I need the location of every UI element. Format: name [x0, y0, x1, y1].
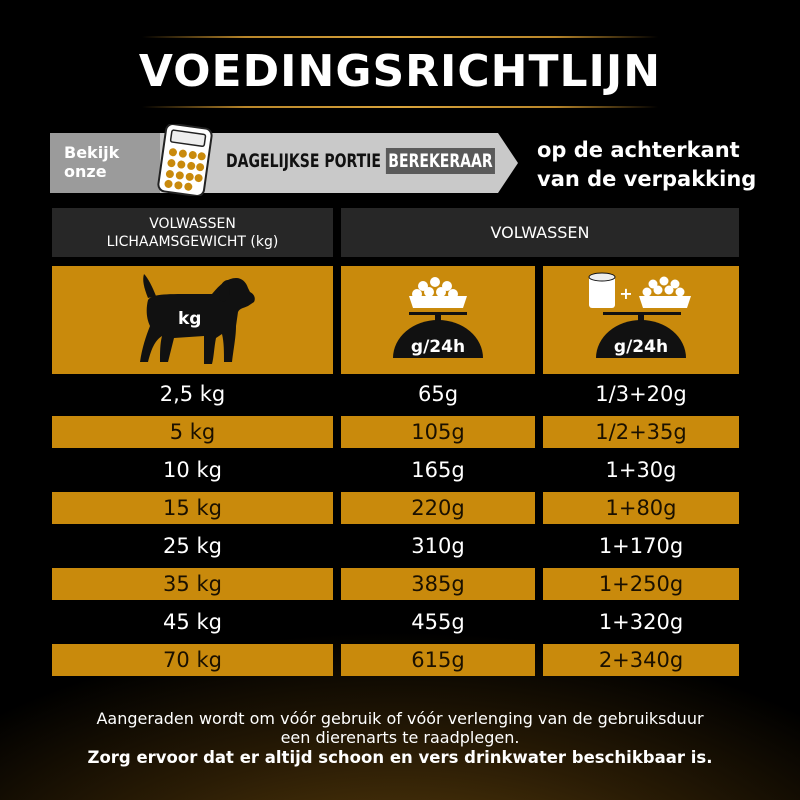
mixed-unit-label: g/24h — [613, 337, 669, 357]
header-body-weight — [52, 208, 333, 257]
dry-cell: 105g — [411, 420, 465, 444]
dog-icon-label: kg — [178, 309, 202, 329]
mixed-cell: 1+80g — [605, 496, 677, 520]
dry-cell: 615g — [411, 648, 465, 672]
calculator-icon — [154, 124, 216, 196]
top-gold-divider — [142, 36, 658, 38]
dry-cell: 220g — [411, 496, 465, 520]
dry-unit-label: g/24h — [410, 337, 466, 357]
header-weight-line2: LICHAAMSGEWICHT (kg) — [106, 233, 279, 250]
dog-icon — [52, 266, 333, 374]
svg-text:+: + — [619, 284, 633, 303]
portion-label: DAGELIJKSE PORTIE — [226, 150, 381, 172]
side-text-line2: van de verpakking — [537, 167, 757, 191]
page-title: VOEDINGSRICHTLIJN — [138, 46, 662, 97]
dry-cell: 455g — [411, 610, 465, 634]
dry-food-scale-icon — [341, 266, 535, 374]
dry-cell: 65g — [417, 382, 459, 406]
dog-weight-icon-cell — [52, 266, 333, 374]
banner-portion-text — [226, 150, 495, 172]
dry-cell: 310g — [411, 534, 465, 558]
mixed-cell: 1+170g — [598, 534, 684, 558]
wet-food-can-icon — [589, 273, 615, 308]
dry-food-icon-cell — [341, 266, 535, 374]
side-text-line1: op de achterkant — [537, 138, 740, 162]
footnote-line2: een dierenarts te raadplegen. — [280, 728, 520, 747]
mixed-food-scale-icon — [543, 266, 739, 374]
weight-cell: 15 kg — [163, 496, 222, 520]
banner-prefix: Bekijk onze — [64, 143, 120, 181]
weight-cell: 2,5 kg — [159, 382, 226, 406]
weight-cell: 45 kg — [163, 610, 222, 634]
footnote-line1: Aangeraden wordt om vóór gebruik of vóór verlenging van de gebruiksduur — [96, 709, 704, 728]
dry-cell: 385g — [411, 572, 465, 596]
kibble-bowl-icon — [409, 277, 467, 308]
mixed-cell: 1+320g — [598, 610, 684, 634]
header-weight-line1: VOLWASSEN — [149, 215, 236, 232]
weight-cell: 35 kg — [163, 572, 222, 596]
banner-side-text — [537, 136, 756, 194]
header-adult: VOLWASSEN — [341, 208, 739, 257]
mixed-cell: 1/2+35g — [595, 420, 687, 444]
mixed-cell: 2+340g — [598, 648, 684, 672]
weight-cell: 5 kg — [169, 420, 216, 444]
calculator-label: BEREKERAAR — [386, 148, 495, 174]
mixed-food-icon-cell — [543, 266, 739, 374]
title-gold-divider — [142, 106, 658, 108]
dry-cell: 165g — [411, 458, 465, 482]
kibble-bowl-icon — [639, 277, 691, 309]
weight-cell: 70 kg — [163, 648, 222, 672]
footnote-water: Zorg ervoor dat er altijd schoon en vers drinkwater beschikbaar is. — [87, 748, 713, 767]
mixed-cell: 1+30g — [605, 458, 677, 482]
mixed-cell: 1+250g — [598, 572, 684, 596]
weight-cell: 25 kg — [163, 534, 222, 558]
mixed-cell: 1/3+20g — [595, 382, 687, 406]
weight-cell: 10 kg — [163, 458, 222, 482]
